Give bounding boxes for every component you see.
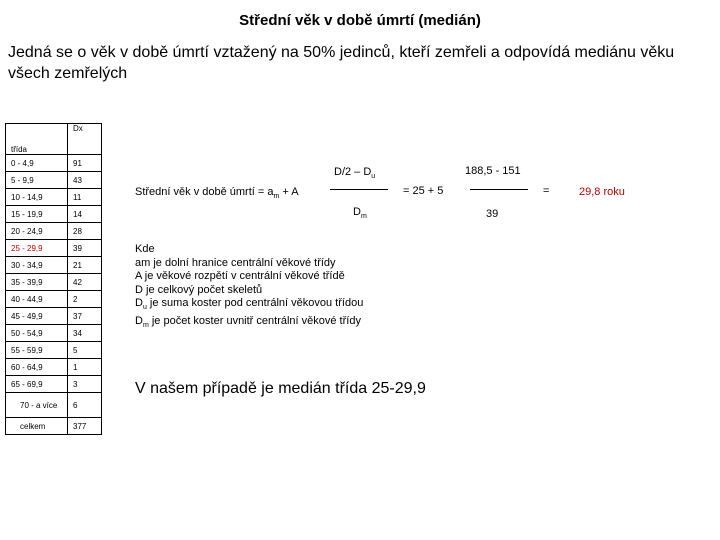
table-row <box>6 308 102 325</box>
fraction-line-2 <box>470 189 528 190</box>
cell-dx: 42 <box>68 274 102 291</box>
table-row <box>6 172 102 189</box>
cell-class: 20 - 24,9 <box>6 223 68 240</box>
formula-numerator: $D/2 - D_u$ <box>334 166 376 181</box>
table-row <box>6 240 102 257</box>
cell-dx: 1 <box>68 359 102 376</box>
cell-class: 15 - 19,9 <box>6 206 68 223</box>
formula-eq1: = 25 + 5 <box>403 185 444 197</box>
table-row <box>6 274 102 291</box>
cell-class: celkem <box>6 418 68 435</box>
legend-line: $D_m$ je počet koster uvnitř centrální věkové třídy <box>135 315 361 330</box>
table-row <box>6 359 102 376</box>
fraction-line-1 <box>330 189 388 190</box>
cell-dx: 39 <box>68 240 102 257</box>
formula-denominator-2: 39 <box>486 208 499 220</box>
legend-line: Kde <box>135 243 155 255</box>
header-class: třída <box>6 124 68 155</box>
cell-dx: 5 <box>68 342 102 359</box>
cell-class: 35 - 39,9 <box>6 274 68 291</box>
cell-dx: 11 <box>68 189 102 206</box>
legend-line: A je věkové rozpětí v centrální věkové třídě <box>135 270 345 283</box>
cell-dx: 28 <box>68 223 102 240</box>
legend-line: $D_u$ je suma koster pod centrální věkovou třídou <box>135 297 364 312</box>
cell-class: 10 - 14,9 <box>6 189 68 206</box>
legend-line: D je celkový počet skeletů <box>135 283 263 296</box>
header-dx: Dx <box>68 124 102 155</box>
formula-denominator: $D_m$ <box>353 206 367 221</box>
table-row <box>6 155 102 172</box>
cell-class: 25 - 29,9 <box>6 240 68 257</box>
table-row <box>6 206 102 223</box>
cell-dx: 43 <box>68 172 102 189</box>
legend-line: am je dolní hranice centrální věkové třídy <box>135 256 336 269</box>
cell-dx: 2 <box>68 291 102 308</box>
cell-dx: 14 <box>68 206 102 223</box>
table-row <box>6 376 102 393</box>
cell-class: 60 - 64,9 <box>6 359 68 376</box>
table-row <box>6 189 102 206</box>
cell-dx: 91 <box>68 155 102 172</box>
cell-dx: 21 <box>68 257 102 274</box>
table-row <box>6 325 102 342</box>
cell-class: 45 - 49,9 <box>6 308 68 325</box>
cell-class: 0 - 4,9 <box>6 155 68 172</box>
intro-text: Jedná se o věk v době úmrtí vztažený na 50% jedinců, kteří zemřeli a odpovídá mediánu věku všech zemřelých <box>8 44 675 82</box>
cell-class: 65 - 69,9 <box>6 376 68 393</box>
legend-block <box>135 243 363 333</box>
summary-text: V našem případě je medián třída 25-29,9 <box>135 380 426 397</box>
cell-dx: 34 <box>68 325 102 342</box>
page-title: Střední věk v době úmrtí (medián) <box>239 12 481 29</box>
age-class-table <box>5 123 102 435</box>
cell-dx: 3 <box>68 376 102 393</box>
cell-class: 40 - 44,9 <box>6 291 68 308</box>
formula-eq2: = <box>543 185 550 197</box>
cell-class: 5 - 9,9 <box>6 172 68 189</box>
table-row <box>6 418 102 435</box>
cell-class: 30 - 34,9 <box>6 257 68 274</box>
cell-class: 70 - a více <box>6 393 68 418</box>
cell-dx: 377 <box>68 418 102 435</box>
cell-dx: 6 <box>68 393 102 418</box>
cell-dx: 37 <box>68 308 102 325</box>
formula-numerator-2: 188,5 - 151 <box>465 165 521 177</box>
table-row <box>6 291 102 308</box>
cell-class: 50 - 54,9 <box>6 325 68 342</box>
table-row <box>6 257 102 274</box>
table-row <box>6 342 102 359</box>
table-header-row <box>6 124 102 155</box>
table-row <box>6 393 102 418</box>
cell-class: 55 - 59,9 <box>6 342 68 359</box>
table-row <box>6 223 102 240</box>
formula-lhs: Střední věk v době úmrtí = $a_m + A$ <box>135 186 299 201</box>
formula-result: 29,8 roku <box>579 186 625 198</box>
